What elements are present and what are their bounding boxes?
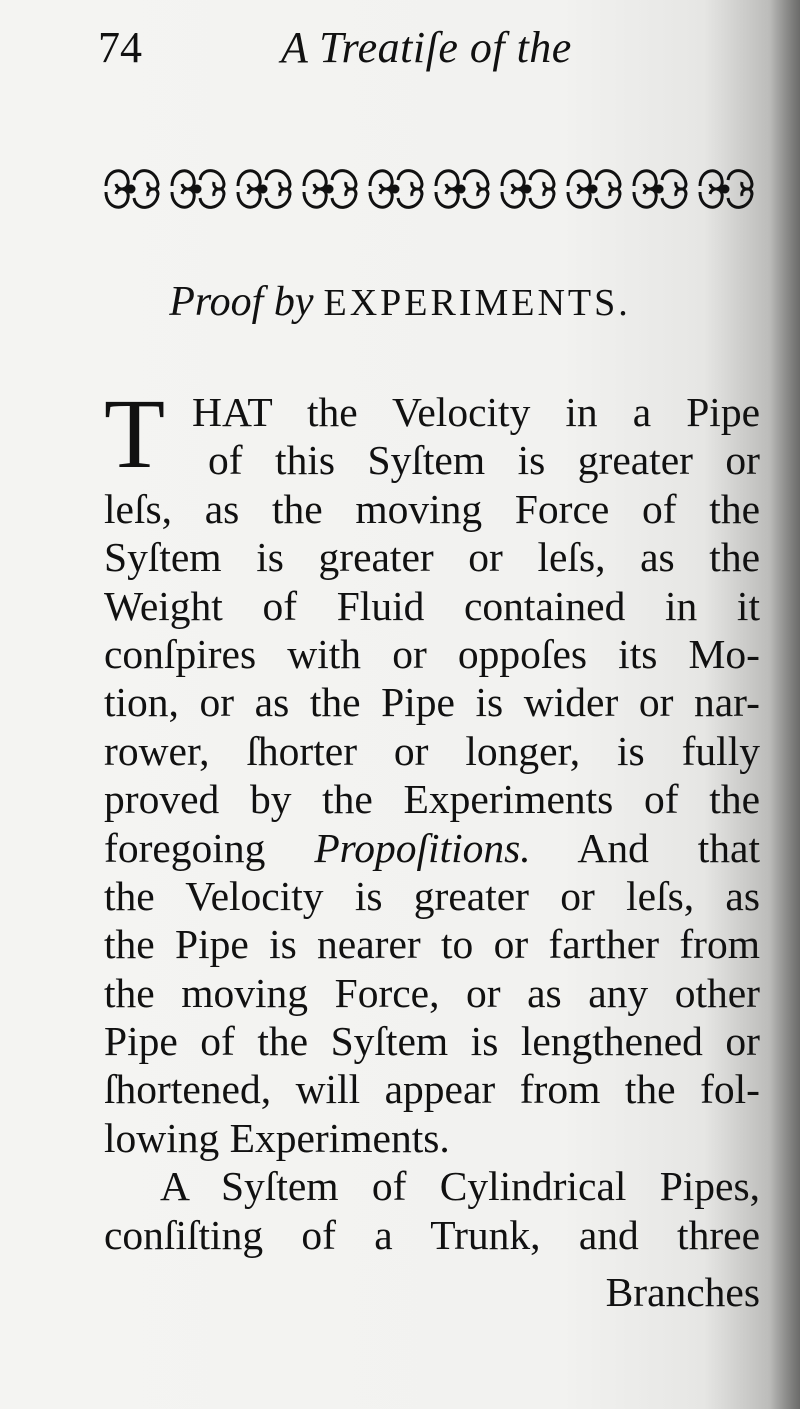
fleuron-curl <box>134 189 158 207</box>
fleuron-curl <box>134 171 158 189</box>
text-line: leſs, as the moving Force of the <box>104 485 760 532</box>
text-line: of this Syſtem is greater or <box>208 437 760 484</box>
drop-cap: T <box>104 378 166 489</box>
fleuron-curl <box>398 189 422 207</box>
fleuron-curl <box>596 171 620 189</box>
fleuron-dot <box>194 186 200 192</box>
section-title-italic: Proof by <box>169 279 314 325</box>
text-line: HAT the Velocity in a Pipe <box>192 389 760 435</box>
fleuron-curl <box>700 189 722 207</box>
fleuron-curl <box>200 171 224 189</box>
section-title-caps: EXPERIMENTS. <box>323 282 631 324</box>
fleuron-curl <box>106 189 128 207</box>
text-line: the Velocity is greater or leſs, as <box>104 872 760 919</box>
fleuron-curl <box>238 171 260 189</box>
catchword: Branches <box>605 1269 760 1315</box>
page-header <box>98 22 758 82</box>
fleuron-dot <box>260 186 266 192</box>
fleuron-curl <box>662 189 686 207</box>
fleuron-curl <box>568 171 590 189</box>
fleuron-curl <box>436 189 458 207</box>
fleuron-dot <box>392 186 398 192</box>
text-line: Weight of Fluid contained in it <box>104 582 760 629</box>
section-title <box>0 278 800 326</box>
fleuron-dot <box>128 186 134 192</box>
text-line: rower, ſhorter or longer, is fully <box>104 727 760 774</box>
fleuron-curl <box>266 171 290 189</box>
fleuron-curl <box>464 189 488 207</box>
text-line-with-italic <box>104 824 760 872</box>
text-line: conſiſting of a Trunk, and three <box>104 1211 760 1258</box>
fleuron-curl <box>502 171 524 189</box>
fleuron-ornament-icon <box>100 158 760 218</box>
fleuron-curl <box>238 189 260 207</box>
fleuron-dot <box>656 186 662 192</box>
fleuron-curl <box>398 171 422 189</box>
text-line: tion, or as the Pipe is wider or nar- <box>104 679 760 726</box>
fleuron-curl <box>700 171 722 189</box>
text-line: A Syſtem of Cylindrical Pipes, <box>160 1163 760 1210</box>
fleuron-curl <box>304 171 326 189</box>
page-number: 74 <box>98 23 142 72</box>
text-line: Syſtem is greater or leſs, as the <box>104 534 760 581</box>
fleuron-curl <box>332 171 356 189</box>
fleuron-curl <box>728 189 752 207</box>
fleuron-dot <box>524 186 530 192</box>
fleuron-dot <box>590 186 596 192</box>
fleuron-curl <box>502 189 524 207</box>
fleuron-curl <box>728 171 752 189</box>
fleuron-curl <box>634 189 656 207</box>
text-line: proved by the Experiments of the <box>104 776 760 823</box>
fleuron-dot <box>326 186 332 192</box>
page-edge-shadow <box>770 0 800 1409</box>
fleuron-curl <box>568 189 590 207</box>
fleuron-curl <box>200 189 224 207</box>
fleuron-curl <box>530 171 554 189</box>
fleuron-dot <box>458 186 464 192</box>
fleuron-dot <box>722 186 728 192</box>
italic-term: Propoſitions. <box>314 824 531 871</box>
text-line: the moving Force, or as any other <box>104 969 760 1016</box>
fleuron-curl <box>530 189 554 207</box>
fleuron-curl <box>172 171 194 189</box>
fleuron-curl <box>634 171 656 189</box>
running-title: A Treatiſe of the <box>281 23 572 72</box>
fleuron-curl <box>464 171 488 189</box>
text-segment: And that <box>577 824 761 871</box>
fleuron-curl <box>436 171 458 189</box>
fleuron-curl <box>370 189 392 207</box>
fleuron-curl <box>106 171 128 189</box>
fleuron-curl <box>596 189 620 207</box>
body-text <box>104 378 761 1259</box>
fleuron-curl <box>370 171 392 189</box>
text-line: the Pipe is nearer to or farther from <box>104 921 760 968</box>
text-segment: foregoing <box>104 824 266 871</box>
fleuron-curl <box>662 171 686 189</box>
fleuron-curl <box>332 189 356 207</box>
text-line: ſhortened, will appear from the fol- <box>104 1066 760 1113</box>
text-line: Pipe of the Syſtem is lengthened or <box>104 1018 760 1065</box>
fleuron-curl <box>172 189 194 207</box>
fleuron-curl <box>266 189 290 207</box>
fleuron-curl <box>304 189 326 207</box>
text-line: conſpires with or oppoſes its Mo- <box>104 630 760 677</box>
text-line: lowing Experiments. <box>104 1114 450 1161</box>
